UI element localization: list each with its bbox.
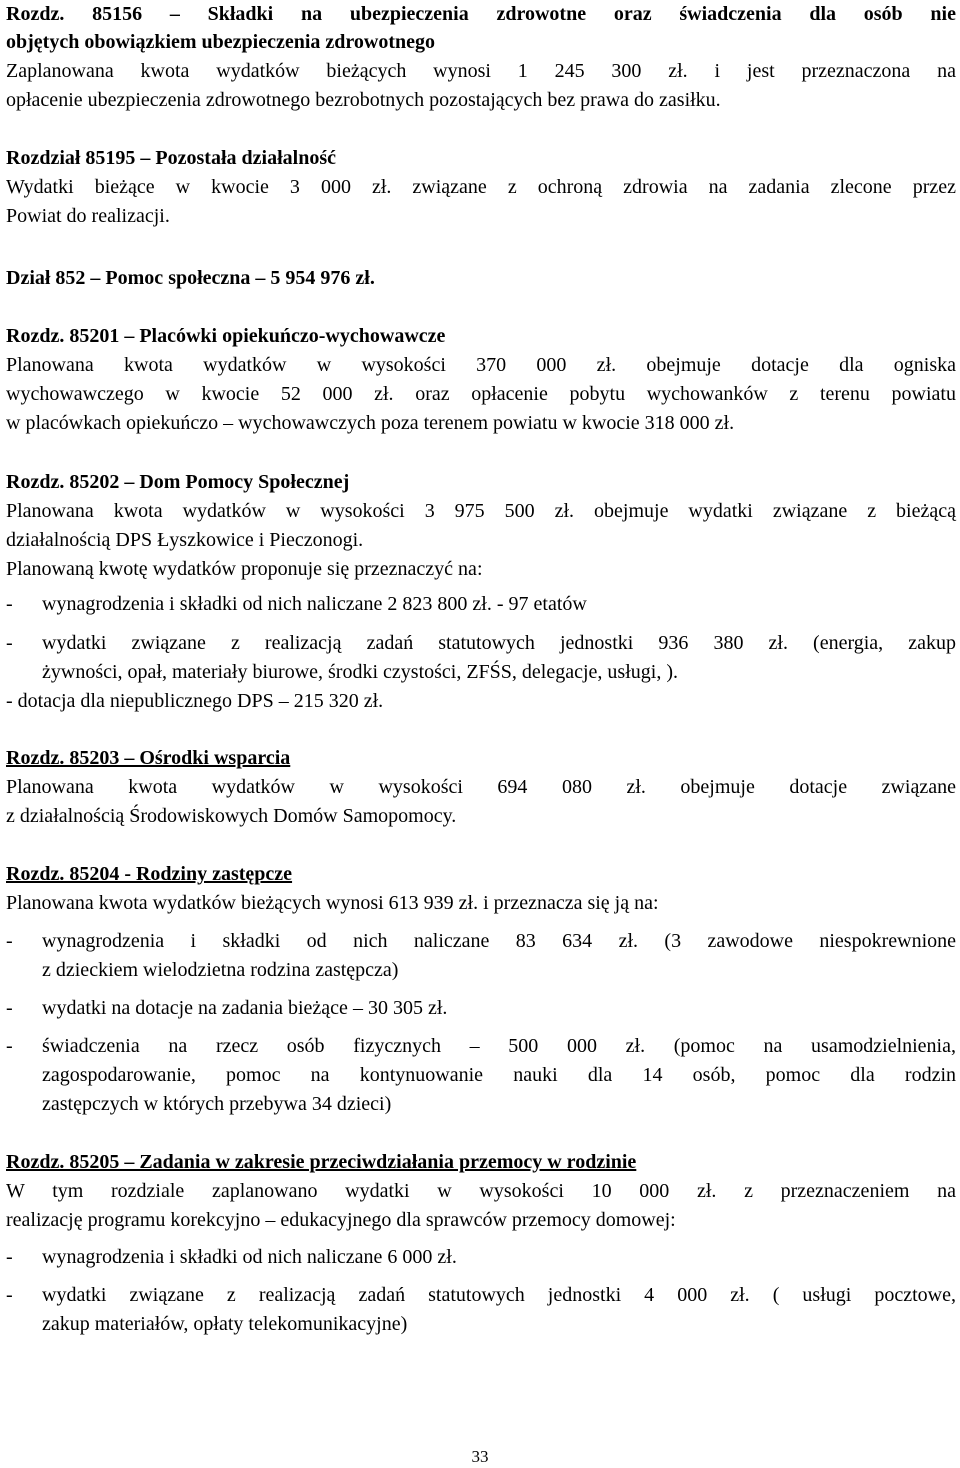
heading-85204: Rozdz. 85204 - Rodziny zastępcze	[6, 863, 293, 885]
paragraph-85202: Planowana kwota wydatków w wysokości 3 975 500 zł. obejmuje wydatki związane z bieżącą	[6, 500, 956, 522]
list-dash: -	[6, 1246, 13, 1268]
paragraph-85201-cont: wychowawczego w kwocie 52 000 zł. oraz opłacenie pobytu wychowanków z terenu powiatu	[6, 383, 956, 405]
list-dash: -	[6, 593, 13, 615]
paragraph-85203: Planowana kwota wydatków w wysokości 694 080 zł. obejmuje dotacje związane	[6, 776, 956, 798]
heading-85203: Rozdz. 85203 – Ośrodki wsparcia	[6, 747, 291, 769]
list-dash: -	[6, 930, 13, 952]
paragraph-85205-cont: realizację programu korekcyjno – edukacyjnego dla sprawców przemocy domowej:	[6, 1209, 676, 1231]
paragraph-85202-cont: działalnością DPS Łyszkowice i Pieczonogi.	[6, 529, 364, 551]
list-item-cont: żywności, opał, materiały biurowe, środki czystości, ZFŚS, delegacje, usługi, ).	[42, 661, 678, 683]
heading-85156: Rozdz. 85156 – Składki na ubezpieczenia zdrowotne oraz świadczenia dla osób nie	[6, 3, 956, 25]
paragraph-85201: Planowana kwota wydatków w wysokości 370 000 zł. obejmuje dotacje dla ogniska	[6, 354, 956, 376]
paragraph-85204: Planowana kwota wydatków bieżących wynosi 613 939 zł. i przeznacza się ją na:	[6, 892, 659, 914]
list-item: wydatki na dotacje na zadania bieżące – 30 305 zł.	[42, 997, 448, 1019]
paragraph-85195: Wydatki bieżące w kwocie 3 000 zł. związane z ochroną zdrowia na zadania zlecone przez	[6, 176, 956, 198]
list-item: wynagrodzenia i składki od nich naliczane 2 823 800 zł. - 97 etatów	[42, 593, 587, 615]
heading-85202: Rozdz. 85202 – Dom Pomocy Społecznej	[6, 471, 350, 493]
list-item-cont2: zastępczych w których przebywa 34 dzieci)	[42, 1093, 392, 1115]
list-dash: -	[6, 997, 13, 1019]
list-item: świadczenia na rzecz osób fizycznych – 500 000 zł. (pomoc na usamodzielnienia,	[42, 1035, 956, 1057]
list-item-cont: z dzieckiem wielodzietna rodzina zastępcza)	[42, 959, 399, 981]
paragraph-85156: Zaplanowana kwota wydatków bieżących wynosi 1 245 300 zł. i jest przeznaczona na	[6, 60, 956, 82]
list-dash: -	[6, 1035, 13, 1057]
paragraph-85201-cont2: w placówkach opiekuńczo – wychowawczych poza terenem powiatu w kwocie 318 000 zł.	[6, 412, 735, 434]
heading-85195: Rozdział 85195 – Pozostała działalność	[6, 147, 336, 169]
list-dash: -	[6, 632, 13, 654]
paragraph-85202-intro: Planowaną kwotę wydatków proponuje się przeznaczyć na:	[6, 558, 483, 580]
heading-dzial-852: Dział 852 – Pomoc społeczna – 5 954 976 zł.	[6, 267, 375, 289]
page-number: 33	[471, 1447, 489, 1466]
paragraph-85156-cont: opłacenie ubezpieczenia zdrowotnego bezrobotnych pozostających bez prawa do zasiłku.	[6, 89, 721, 111]
list-item: wynagrodzenia i składki od nich naliczane 83 634 zł. (3 zawodowe niespokrewnione	[42, 930, 956, 952]
list-dash: -	[6, 1284, 13, 1306]
list-item: wydatki związane z realizacją zadań statutowych jednostki 4 000 zł. ( usługi pocztowe,	[42, 1284, 956, 1306]
heading-85205: Rozdz. 85205 – Zadania w zakresie przeciwdziałania przemocy w rodzinie	[6, 1151, 637, 1173]
list-item: wydatki związane z realizacją zadań statutowych jednostki 936 380 zł. (energia, zakup	[42, 632, 956, 654]
heading-85201: Rozdz. 85201 – Placówki opiekuńczo-wychowawcze	[6, 325, 446, 347]
paragraph-85205: W tym rozdziale zaplanowano wydatki w wysokości 10 000 zł. z przeznaczeniem na	[6, 1180, 956, 1202]
paragraph-85195-cont: Powiat do realizacji.	[6, 205, 170, 227]
heading-85156-cont: objętych obowiązkiem ubezpieczenia zdrowotnego	[6, 31, 436, 53]
list-item: - dotacja dla niepublicznego DPS – 215 320 zł.	[6, 690, 384, 712]
list-item-cont: zagospodarowanie, pomoc na kontynuowanie nauki dla 14 osób, pomoc dla rodzin	[42, 1064, 956, 1086]
list-item: wynagrodzenia i składki od nich naliczane 6 000 zł.	[42, 1246, 457, 1268]
paragraph-85203-cont: z działalnością Środowiskowych Domów Samopomocy.	[6, 805, 457, 827]
list-item-cont: zakup materiałów, opłaty telekomunikacyjne)	[42, 1313, 408, 1335]
